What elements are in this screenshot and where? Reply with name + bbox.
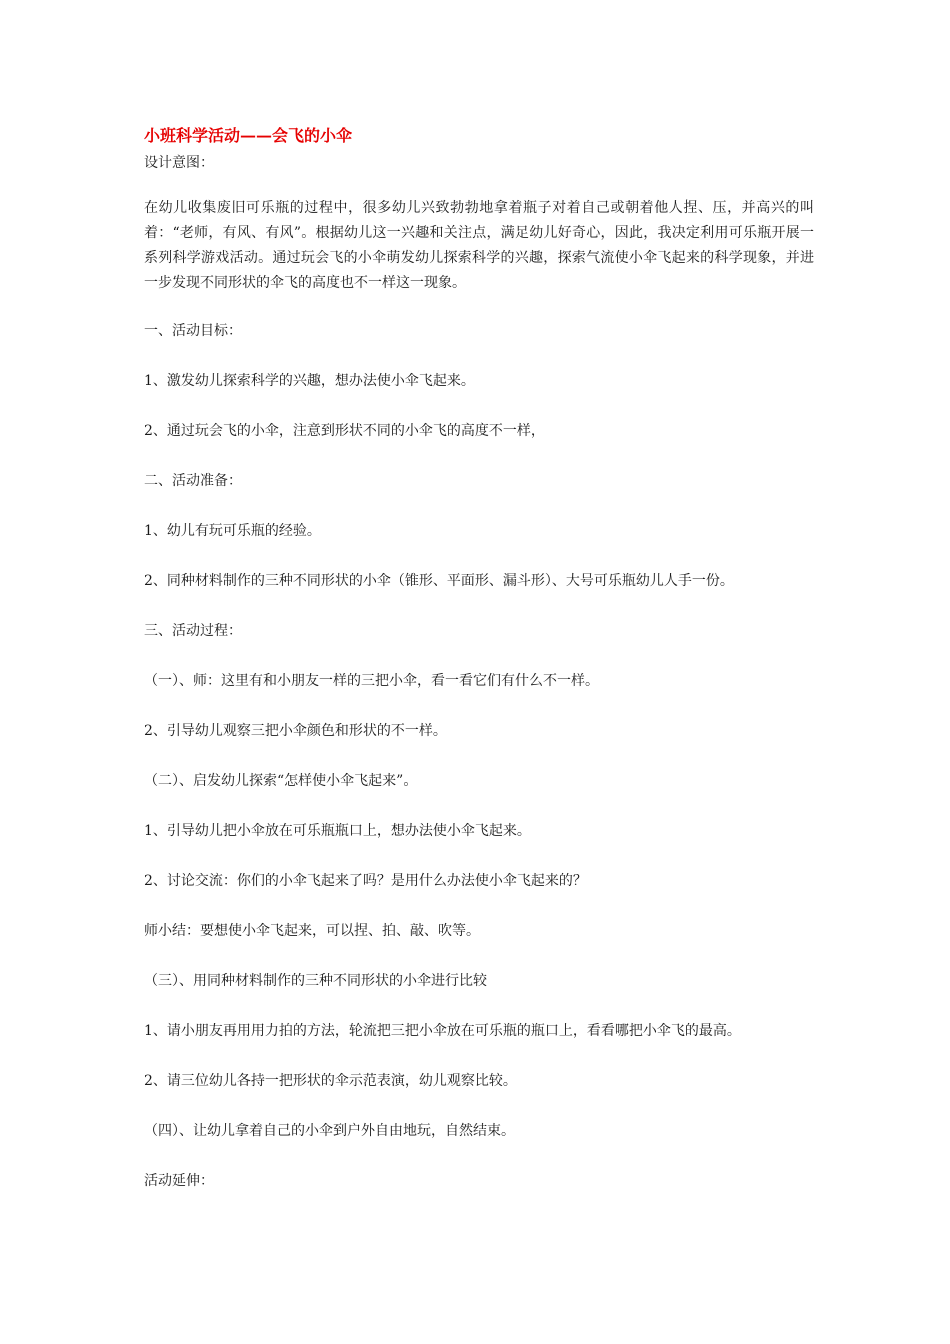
process-step-3: （三）、用同种材料制作的三种不同形状的小伞进行比较	[144, 973, 487, 989]
design-intent-label: 设计意图：	[144, 155, 214, 171]
preparation-item-1: 1、幼儿有玩可乐瓶的经验。	[144, 523, 321, 539]
process-step-3-detail-1: 1、请小朋友再用用力拍的方法，轮流把三把小伞放在可乐瓶的瓶口上，看看哪把小伞飞的最高。	[144, 1023, 741, 1039]
preparation-item-2: 2、同种材料制作的三种不同形状的小伞（锥形、平面形、漏斗形）、大号可乐瓶幼儿人手一份。	[144, 573, 734, 589]
goal-item-1: 1、激发幼儿探索科学的兴趣，想办法使小伞飞起来。	[144, 373, 475, 389]
process-step-2-detail-2: 2、讨论交流：你们的小伞飞起来了吗？是用什么办法使小伞飞起来的？	[144, 873, 587, 889]
section-heading-goals: 一、活动目标：	[144, 323, 242, 339]
section-heading-preparation: 二、活动准备：	[144, 473, 242, 489]
process-step-4: （四）、让幼儿拿着自己的小伞到户外自由地玩，自然结束。	[144, 1123, 515, 1139]
goal-item-2: 2、通过玩会飞的小伞，注意到形状不同的小伞飞的高度不一样，	[144, 423, 545, 439]
section-heading-process: 三、活动过程：	[144, 623, 242, 639]
intro-paragraph: 在幼儿收集废旧可乐瓶的过程中，很多幼儿兴致勃勃地拿着瓶子对着自己或朝着他人捏、压，并高兴的叫着：“老师，有风、有风”。根据幼儿这一兴趣和关注点，满足幼儿好奇心，因此，我决定利用可乐瓶开展一系列科学游戏活动。通过玩会飞的小伞萌发幼儿探索科学的兴趣，探索气流使小伞飞起来的科学现象，并进一步发现不同形状的伞飞的高度也不一样这一现象。	[144, 200, 814, 291]
document-page	[144, 122, 814, 1194]
process-step-2: （二）、启发幼儿探索“怎样使小伞飞起来”。	[144, 773, 418, 789]
process-step-1: （一）、师：这里有和小朋友一样的三把小伞，看一看它们有什么不一样。	[144, 673, 599, 689]
process-step-3-detail-2: 2、请三位幼儿各持一把形状的伞示范表演，幼儿观察比较。	[144, 1073, 517, 1089]
teacher-summary: 师小结：要想使小伞飞起来，可以捏、拍、敲、吹等。	[144, 923, 480, 939]
section-heading-extension: 活动延伸：	[144, 1173, 214, 1189]
process-step-1-detail: 2、引导幼儿观察三把小伞颜色和形状的不一样。	[144, 723, 447, 739]
process-step-2-detail-1: 1、引导幼儿把小伞放在可乐瓶瓶口上，想办法使小伞飞起来。	[144, 823, 531, 839]
document-title: 小班科学活动——会飞的小伞	[144, 126, 353, 145]
